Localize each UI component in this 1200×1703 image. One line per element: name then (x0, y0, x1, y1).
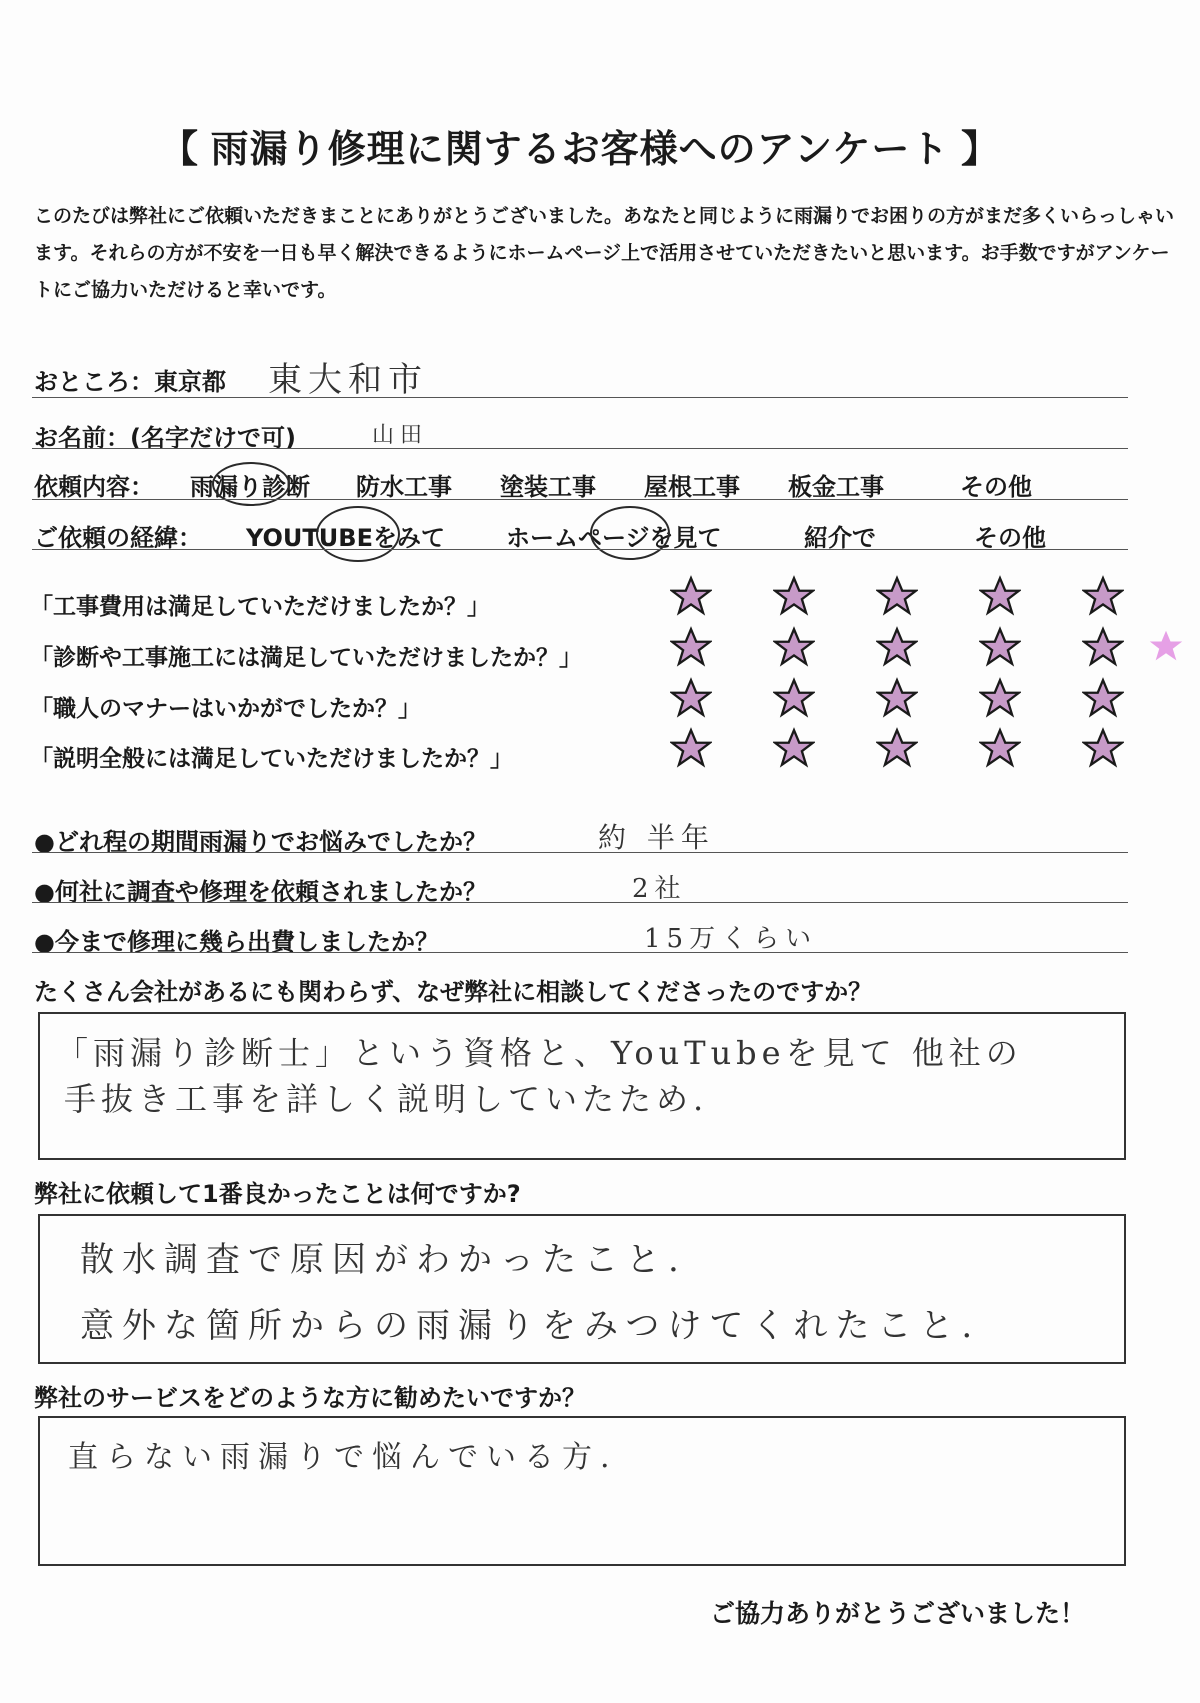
star-icon[interactable] (773, 626, 815, 668)
reason-option-homepage[interactable]: ホームページを見て (506, 524, 722, 552)
reason-option-other[interactable]: その他 (974, 524, 1046, 552)
star-icon[interactable] (979, 626, 1021, 668)
open-question-why-label: たくさん会社があるにも関わらず、なぜ弊社に相談してくださったのですか？ (34, 978, 873, 1006)
name-underline (32, 448, 1128, 449)
open-question-best-line-2: 意外な箇所からの雨漏りをみつけてくれたこと. (80, 1306, 981, 1346)
question-duration-answer: 約 半年 (598, 821, 715, 854)
request-option-waterproofing[interactable]: 防水工事 (356, 473, 452, 501)
reason-option-youtube[interactable]: YOUTUBEをみて (246, 524, 445, 552)
rating-question-cost: 「工事費用は満足していただけましたか？」 (30, 594, 490, 620)
star-icon[interactable] (876, 677, 918, 719)
request-label: 依頼内容： (34, 473, 154, 501)
question-spent-label: ●今まで修理に幾ら出費しましたか？ (34, 928, 439, 956)
address-label: おところ：東京都 (34, 368, 226, 396)
star-icon[interactable] (773, 677, 815, 719)
intro-paragraph: このたびは弊社にご依頼いただきまことにありがとうございました。あなたと同じように雨漏りでお困りの方がまだ多くいらっしゃいます。それらの方が不安を一日も早く解決できるようにホームページ上で活用させていただきたいと思います。お手数ですがアンケートにご協力いただけると幸いです。 (34, 205, 1175, 301)
star-icon[interactable] (876, 575, 918, 617)
star-icon[interactable] (773, 727, 815, 769)
name-label: お名前：(名字だけで可) (34, 424, 296, 452)
reason-option-referral[interactable]: 紹介で (804, 524, 876, 552)
star-icon[interactable] (670, 677, 712, 719)
star-icon[interactable] (1082, 626, 1124, 668)
name-value: 山田 (372, 423, 429, 448)
open-question-best-line-1: 散水調査で原因がわかったこと. (80, 1240, 687, 1280)
request-underline (32, 499, 1128, 500)
request-option-sheet-metal[interactable]: 板金工事 (788, 473, 884, 501)
title-text: 雨漏り修理に関するお客様へのアンケート (210, 127, 950, 171)
open-question-best-label: 弊社に依頼して1番良かったことは何ですか? (34, 1180, 521, 1208)
star-icon[interactable] (979, 575, 1021, 617)
question-duration-label: ●どれ程の期間雨漏りでお悩みでしたか？ (34, 828, 487, 856)
address-underline (32, 397, 1128, 398)
star-icon[interactable] (876, 727, 918, 769)
request-option-leak-diagnosis[interactable]: 雨漏り診断 (190, 473, 310, 501)
request-option-other[interactable]: その他 (960, 473, 1032, 501)
survey-title (160, 118, 1000, 173)
rating-question-manners: 「職人のマナーはいかがでしたか？」 (30, 696, 421, 722)
rating-question-explanation: 「説明全般には満足していただけましたか？」 (30, 746, 513, 772)
star-icon[interactable] (876, 626, 918, 668)
star-icon[interactable] (773, 575, 815, 617)
star-icon[interactable] (979, 727, 1021, 769)
star-icon[interactable] (670, 575, 712, 617)
open-question-why-line-2: 手抜き工事を詳しく説明していたため. (64, 1080, 709, 1118)
title-bracket-close: 】 (960, 127, 1000, 171)
closing-message: ご協力ありがとうございました！ (710, 1599, 1086, 1628)
star-icon[interactable] (1082, 575, 1124, 617)
reason-underline (32, 549, 1128, 550)
star-icon[interactable] (1082, 677, 1124, 719)
question-companies-label: ●何社に調査や修理を依頼されましたか？ (34, 878, 487, 906)
reason-label: ご依頼の経緯： (34, 524, 202, 552)
question-spent-underline (32, 952, 1128, 953)
address-value: 東大和市 (268, 360, 428, 400)
star-icon[interactable] (979, 677, 1021, 719)
question-duration-underline (32, 852, 1128, 853)
request-option-roofing[interactable]: 屋根工事 (644, 473, 740, 501)
open-question-why-line-1: 「雨漏り診断士」という資格と、YouTubeを見て 他社の (56, 1034, 1023, 1072)
star-icon[interactable] (670, 626, 712, 668)
rating-question-work: 「診断や工事施工には満足していただけましたか？」 (30, 645, 582, 671)
open-question-recommend-line-1: 直らない雨漏りで悩んでいる方. (68, 1440, 618, 1475)
request-option-painting[interactable]: 塗装工事 (500, 473, 596, 501)
star-icon[interactable] (670, 727, 712, 769)
title-bracket-open: 【 (160, 127, 200, 171)
question-companies-underline (32, 902, 1128, 903)
question-companies-answer: 2社 (632, 874, 687, 904)
question-spent-answer: 15万くらい (644, 924, 818, 954)
star-icon[interactable] (1082, 727, 1124, 769)
open-question-recommend-label: 弊社のサービスをどのような方に勧めたいですか？ (34, 1384, 586, 1412)
margin-star-icon (1148, 628, 1184, 664)
